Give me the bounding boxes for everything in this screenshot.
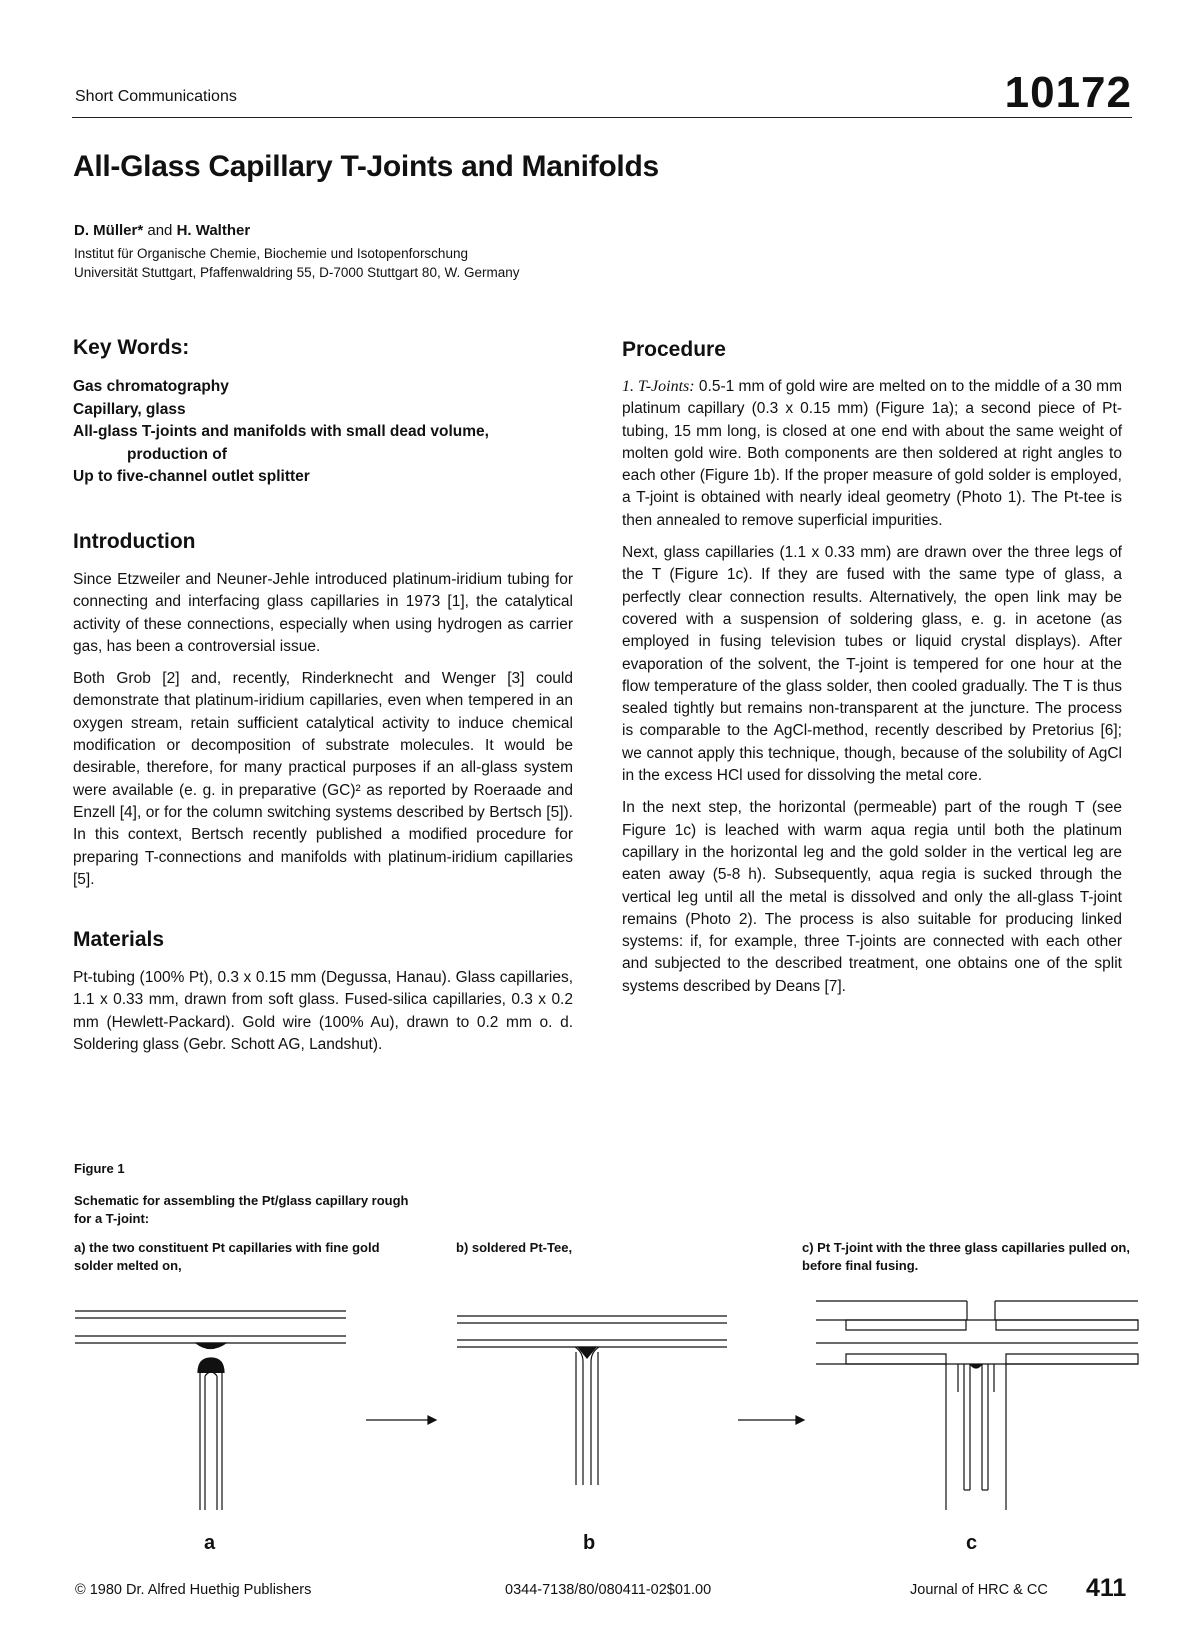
introduction-heading: Introduction <box>73 530 196 553</box>
procedure-paragraph-3: In the next step, the horizontal (permeable) part of the rough T (see Figure 1c) is leached with warm aqua regia until both the platinum capillary in the horizontal leg and the gold solder in the vertical leg are eaten away (5-8 h). Subsequently, aqua regia is sucked through the vertical leg until all the metal is dissolved and only the all-glass T-joint remains (Photo 2). The process is also suitable for producing linked systems: if, for example, three T-joints are connected with each other and subjected to the described treatment, one obtains one of the split systems described by Deans [7]. <box>622 799 1122 995</box>
arrow-b-to-c <box>738 1416 804 1424</box>
panel-c-assembly <box>816 1301 1138 1510</box>
figure-panel-letter-a: a <box>204 1532 216 1554</box>
figure-subcaption-a: a) the two constituent Pt capillaries with fine gold solder melted on, <box>74 1240 380 1273</box>
copyright: © 1980 Dr. Alfred Huethig Publishers <box>75 1582 312 1598</box>
keyword-item: All-glass T-joints and manifolds with small dead volume, <box>73 423 489 440</box>
article-title: All-Glass Capillary T-Joints and Manifolds <box>73 150 659 183</box>
panel-a-vertical-capillary <box>198 1358 224 1510</box>
figure-subcaption-c: c) Pt T-joint with the three glass capillaries pulled on, before final fusing. <box>802 1240 1130 1273</box>
figure-label: Figure 1 <box>74 1161 125 1176</box>
figure-caption: Schematic for assembling the Pt/glass capillary rough for a T-joint: <box>74 1193 409 1226</box>
affiliation-line-2: Universität Stuttgart, Pfaffenwaldring 55, D-7000 Stuttgart 80, W. Germany <box>74 265 520 280</box>
panel-a-horizontal-capillary <box>75 1311 346 1343</box>
document-number: 10172 <box>1004 68 1132 117</box>
materials-heading: Materials <box>73 928 165 951</box>
figure-panel-letter-b: b <box>583 1532 596 1554</box>
keyword-item: Up to five-channel outlet splitter <box>73 468 310 485</box>
author-1: D. Müller* <box>74 222 144 239</box>
panel-a-gold-solder <box>196 1343 226 1349</box>
procedure-paragraph-2: Next, glass capillaries (1.1 x 0.33 mm) are drawn over the three legs of the T (Figure 1c). If they are fused with the same type of glass, a perfectly clear connection results. Alternatively, the open link may be covered with a suspension of soldering glass, e. g. in acetone (as employed in fusing television tubes or liquid crystal displays). After evaporation of the solvent, the T-joint is tempered for one hour at the flow temperature of the glass solder, then cooled gradually. The T is thus sealed tightly but remains non-transparent at the juncture. The process is comparable to the AgCl-method, recently described by Pretorius [6]; we cannot apply this technique, though, because of the solubility of AgCl in the excess HCl used for dissolving the metal core. <box>622 544 1122 785</box>
affiliation-line-1: Institut für Organische Chemie, Biochemie und Isotopenforschung <box>74 246 468 261</box>
author-2: H. Walther <box>176 222 251 239</box>
introduction-paragraph-2: Both Grob [2] and, recently, Rinderknecht and Wenger [3] could demonstrate that platinum-iridium capillaries, even when tempered in an oxygen stream, retain sufficient catalytical activity to induce chemical modification or decomposition of substrate molecules. It would be desirable, therefore, for many practical purposes if an all-glass system were available (e. g. in preparative (GC)² as reported by Roeraade and Enzell [4], or for the column switching systems described by Bertsch [5]). In this context, Bertsch recently published a modified procedure for preparing T-connections and manifolds with platinum-iridium capillaries [5]. <box>73 670 573 888</box>
author-conjunction: and <box>143 222 177 239</box>
panel-b-tee <box>457 1316 727 1485</box>
arrow-a-to-b <box>366 1416 436 1424</box>
page-number: 411 <box>1086 1574 1127 1602</box>
procedure-heading: Procedure <box>622 338 726 361</box>
keyword-item: Capillary, glass <box>73 400 186 418</box>
introduction-paragraph-1: Since Etzweiler and Neuner-Jehle introduced platinum-iridium tubing for connecting and interfacing glass capillaries in 1973 [1], the catalytical activity of these connections, especially when using hydrogen as carrier gas, has been a controversial issue. <box>73 571 573 655</box>
materials-paragraph: Pt-tubing (100% Pt), 0.3 x 0.15 mm (Degussa, Hanau). Glass capillaries, 1.1 x 0.33 mm, drawn from soft glass. Fused-silica capillaries, 0.3 x 0.2 mm (Hewlett-Packard). Gold wire (100% Au), drawn to 0.2 mm o. d. Soldering glass (Gebr. Schott AG, Landshut). <box>73 969 573 1053</box>
keyword-item: Gas chromatography <box>73 378 229 395</box>
keyword-item: production of <box>127 445 227 463</box>
figure-subcaption-b: b) soldered Pt-Tee, <box>456 1240 573 1255</box>
section-label: Short Communications <box>75 88 237 105</box>
journal-name: Journal of HRC & CC <box>910 1582 1048 1598</box>
procedure-paragraph-1-text: 0.5-1 mm of gold wire are melted on to the middle of a 30 mm platinum capillary (0.3 x 0.15 mm) (Figure 1a); a second piece of Pt-tubing, 15 mm long, is closed at one end with about the same weight of molten gold wire. Both components are then soldered at right angles to each other (Figure 1b). If the proper measure of gold solder is employed, a T-joint is obtained with nearly ideal geometry (Photo 1). The Pt-tee is then annealed to remove superficial impurities. <box>622 378 1122 529</box>
keywords-heading: Key Words: <box>73 336 190 359</box>
procedure-step-label: 1. T-Joints: <box>622 378 695 395</box>
price-code: 0344-7138/80/080411-02$01.00 <box>505 1582 712 1598</box>
figure-panel-letter-c: c <box>966 1532 978 1554</box>
